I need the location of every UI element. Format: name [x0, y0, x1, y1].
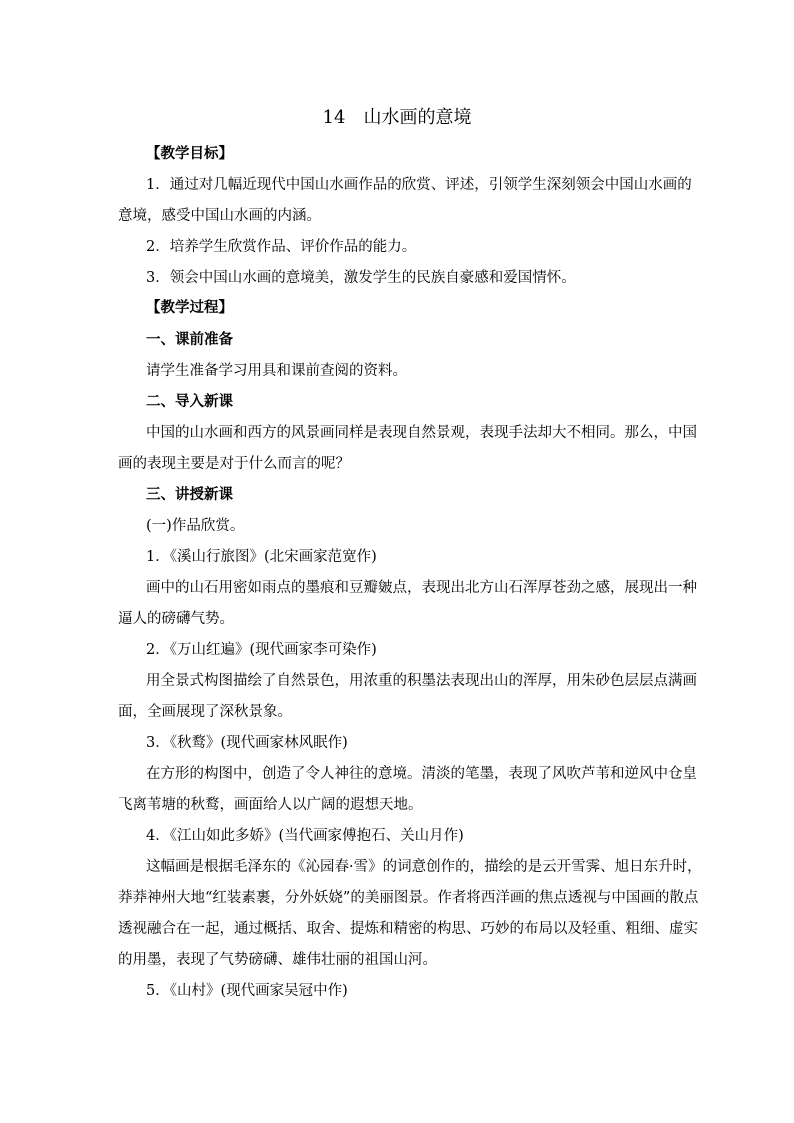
work-5-title: 5．《山村》(现代画家吴冠中作): [146, 983, 348, 999]
intro-line-1: 中国的山水画和西方的风景画同样是表现自然景观，表现手法却大不相同。那么，中国: [146, 425, 697, 441]
work-3-line-2: 飞离苇塘的秋鹜，画面给人以广阔的遐想天地。: [118, 797, 423, 813]
goals-heading: 【教学目标】: [146, 145, 233, 162]
intro-line-2: 画的表现主要是对于什么而言的呢？: [118, 456, 350, 472]
goal-2: 2．培养学生欣赏作品、评价作品的能力。: [146, 239, 417, 255]
work-4-title: 4．《江山如此多娇》(当代画家傅抱石、关山月作): [146, 828, 464, 844]
work-4-line-3: 透视融合在一起，通过概括、取舍、提炼和精密的构思、巧妙的布局以及轻重、粗细、虚实: [118, 921, 698, 937]
work-1-line-2: 逼人的磅礴气势。: [118, 611, 234, 627]
work-2-title: 2．《万山红遍》(现代画家李可染作): [146, 642, 377, 658]
page-title: 14 山水画的意境: [322, 107, 472, 128]
part3-heading: 三、讲授新课: [146, 486, 233, 503]
process-heading: 【教学过程】: [146, 299, 233, 316]
goal-3: 3．领会中国山水画的意境美，激发学生的民族自豪感和爱国情怀。: [146, 270, 576, 286]
part2-heading: 二、导入新课: [146, 393, 233, 410]
work-4-line-1: 这幅画是根据毛泽东的《沁园春·雪》的词意创作的，描绘的是云开雪霁、旭日东升时，: [146, 859, 702, 875]
work-3-line-1: 在方形的构图中，创造了令人神往的意境。清淡的笔墨，表现了风吹芦苇和逆风中仓皇: [146, 766, 697, 782]
work-1-line-1: 画中的山石用密如雨点的墨痕和豆瓣皴点，表现出北方山石浑厚苍劲之感，展现出一种: [146, 580, 697, 596]
work-4-line-4: 的用墨，表现了气势磅礴、雄伟壮丽的祖国山河。: [118, 952, 437, 968]
work-2-line-1: 用全景式构图描绘了自然景色，用浓重的积墨法表现出山的浑厚，用朱砂色层层点满画: [146, 673, 697, 689]
prep-text: 请学生准备学习用具和课前查阅的资料。: [146, 363, 407, 379]
work-3-title: 3．《秋鹜》(现代画家林风眠作): [146, 735, 348, 751]
goal-1-line-1: 1．通过对几幅近现代中国山水画作品的欣赏、评述，引领学生深刻领会中国山水画的: [146, 177, 692, 193]
part1-heading: 一、课前准备: [146, 331, 233, 348]
subsection-appreciation: (一)作品欣赏。: [146, 518, 245, 534]
work-4-line-2: 莽莽神州大地“红装素裹，分外妖娆”的美丽图景。作者将西洋画的焦点透视与中国画的散点: [118, 890, 699, 906]
work-1-title: 1．《溪山行旅图》(北宋画家范宽作): [146, 549, 377, 565]
work-2-line-2: 面，全画展现了深秋景象。: [118, 704, 292, 720]
goal-1-line-2: 意境，感受中国山水画的内涵。: [118, 208, 321, 224]
